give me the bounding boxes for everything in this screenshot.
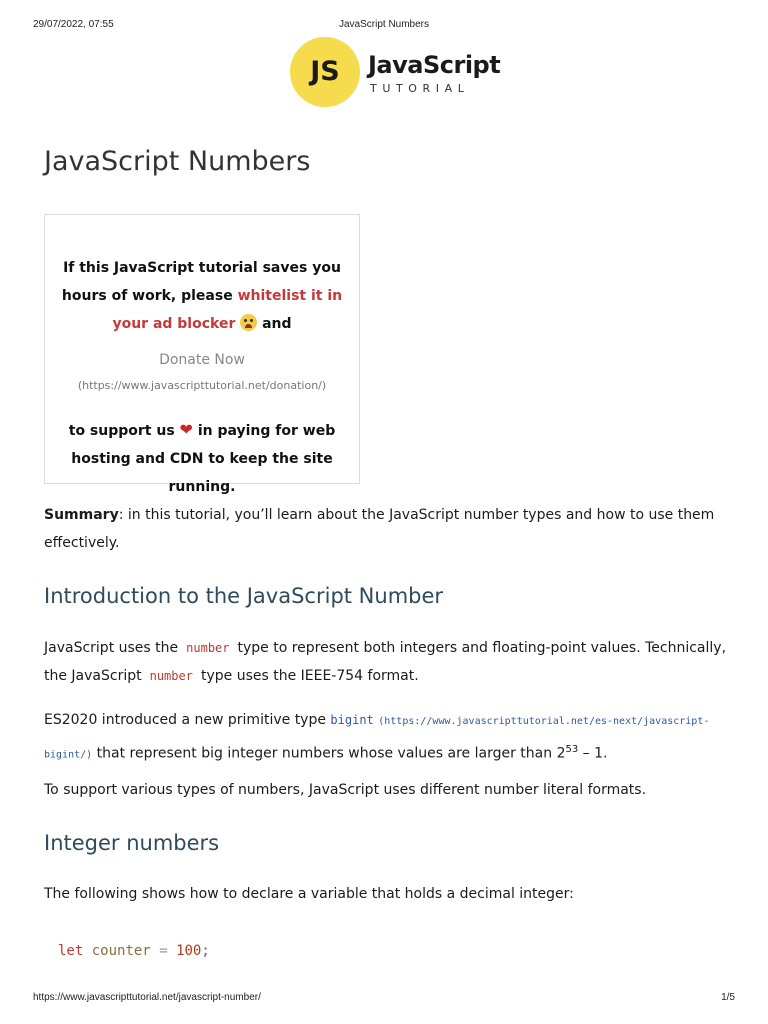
print-date: 29/07/2022, 07:55: [33, 19, 114, 30]
ad-line-3-text: and: [257, 316, 292, 332]
summary-text: : in this tutorial, you’ll learn about the JavaScript number types and how to use them effectively.: [44, 507, 715, 551]
ad-line-2: [44, 282, 360, 310]
print-header: [0, 19, 768, 33]
print-footer: [0, 992, 768, 1006]
code-keyword: let: [58, 943, 84, 959]
code-value: 100: [176, 943, 202, 959]
intro-paragraph-3: To support various types of numbers, JavaScript uses different number literal formats.: [44, 782, 647, 798]
logo-badge-text: JS: [310, 56, 340, 87]
section-heading-integer: Integer numbers: [44, 831, 220, 855]
intro-p1-b: type to represent both integers and floating-point values. Technically, the JavaScript: [44, 640, 727, 684]
print-title: JavaScript Numbers: [338, 19, 430, 30]
number-code-1: number: [186, 641, 230, 655]
ad-support-line-3: running.: [168, 479, 236, 495]
ad-blocker-link[interactable]: your ad blocker: [112, 316, 236, 332]
ad-line-3: [44, 310, 360, 338]
heart-icon: ❤: [179, 420, 193, 439]
site-logo[interactable]: [290, 37, 501, 109]
intro-p2-c: – 1.: [578, 745, 608, 762]
intro-p2-b: that represent big integer numbers whose values are larger than 2: [96, 745, 566, 762]
ad-content: [44, 254, 360, 501]
summary-label: Summary: [44, 507, 119, 523]
support-text-a: to support us: [68, 423, 180, 439]
ad-line-2-text: hours of work, please: [61, 288, 238, 304]
number-code-2: number: [149, 669, 193, 683]
whitelist-link[interactable]: whitelist it in: [237, 288, 343, 304]
ad-support-line-1: [44, 416, 360, 445]
code-operator: =: [159, 943, 168, 959]
intro-paragraph-1: [44, 634, 734, 690]
intro-paragraph-2: [44, 706, 734, 770]
donate-url: (https://www.javascripttutorial.net/donation/): [77, 379, 327, 392]
summary-paragraph: [44, 501, 734, 557]
crying-face-icon: [240, 314, 257, 331]
section-heading-introduction: Introduction to the JavaScript Number: [44, 584, 444, 608]
logo-subtitle: TUTORIAL: [370, 82, 470, 95]
intro-p1-c: type uses the IEEE-754 format.: [200, 668, 419, 684]
code-semicolon: ;: [201, 943, 210, 959]
logo-name: JavaScript: [368, 51, 501, 79]
footer-page-number: 1/5: [721, 992, 735, 1003]
code-variable: counter: [91, 943, 151, 959]
exponent: 53: [565, 744, 579, 755]
footer-url: https://www.javascripttutorial.net/javascript-number/: [33, 992, 261, 1003]
ad-support-line-2: hosting and CDN to keep the site: [71, 451, 333, 467]
donate-now-link[interactable]: Donate Now: [159, 352, 245, 368]
bigint-link[interactable]: bigint: [330, 713, 374, 727]
page-title: JavaScript Numbers: [44, 146, 311, 177]
ad-line-1: If this JavaScript tutorial saves you: [63, 260, 341, 276]
integer-paragraph-1: The following shows how to declare a variable that holds a decimal integer:: [44, 886, 574, 902]
intro-p2-a: ES2020 introduced a new primitive type: [44, 712, 326, 728]
code-block: [58, 943, 210, 959]
support-text-b: in paying for web: [192, 423, 336, 439]
bigint-url[interactable]: (https://www.javascripttutorial.net/es-next/javascript-bigint/): [44, 716, 710, 761]
intro-p1-a: JavaScript uses the: [44, 640, 179, 656]
